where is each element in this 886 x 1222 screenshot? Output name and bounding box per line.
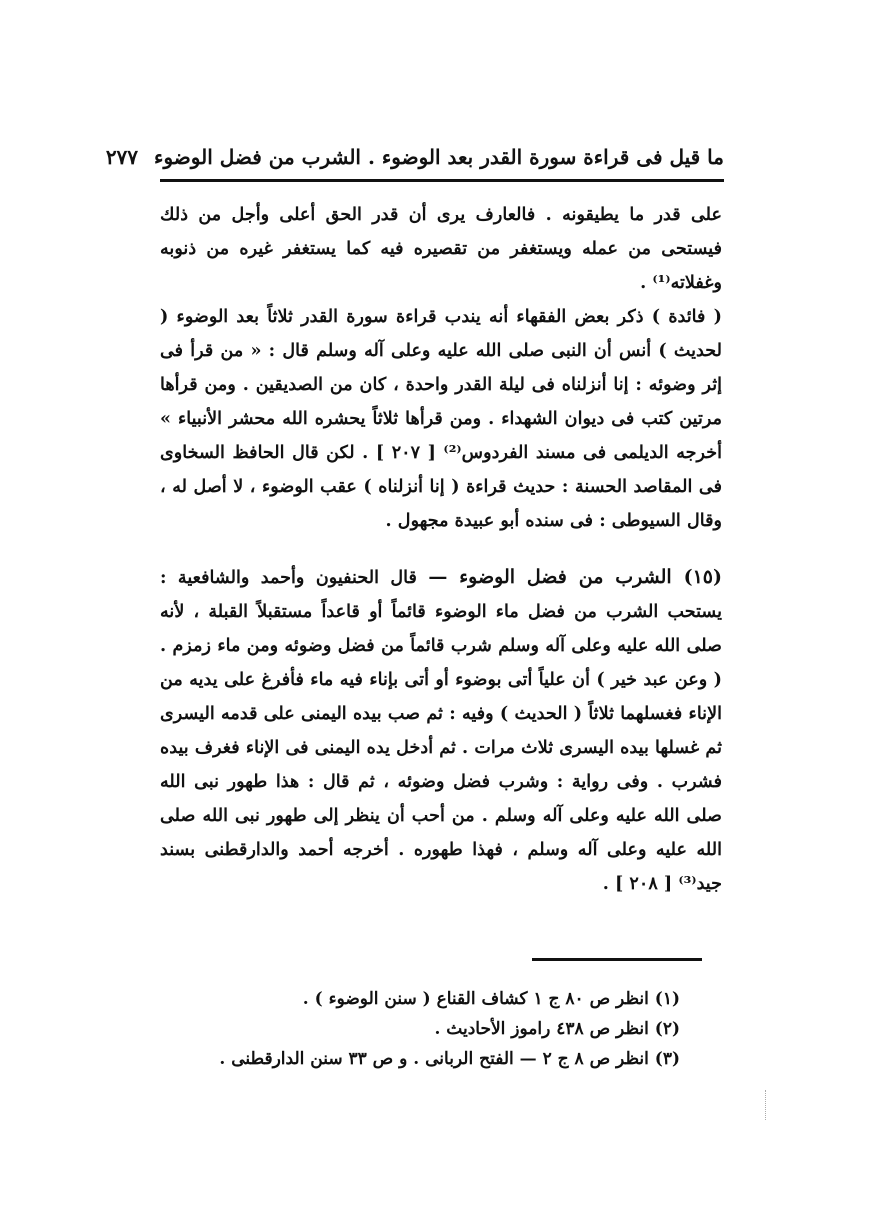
paragraph-3-text: قال الحنفيون وأحمد والشافعية : يستحب الشرب من فضل ماء الوضوء قائماً أو قاعداً مستقبلاً القبلة ، لأنه صلى الله عليه وعلى آله وسلم شرب قائماً من فضل وضوئه ومن ماء زمزم . ( وعن عبد خير ) أن علياً أتى بوضوء أو أتى بإناء فيه ماء فأفرغ على يديه من الإناء فغسلهما ثلاثاً ( الحديث ) وفيه : ثم صب بيده اليمنى على قدمه اليسرى ثم غسلها بيده اليسرى ثلاث مرات . ثم أدخل يده اليمنى فى الإناء فغرف بيده فشرب . وفى رواية : وشرب فضل وضوئه ، ثم قال : هذا طهور نبى الله صلى الله عليه وعلى آله وسلم . من أحب أن ينظر إلى طهور نبى الله صلى الله عليه وعلى آله وسلم ، فهذا طهوره . أخرجه أحمد والدارقطنى بسند جيد⁽³⁾ [ ٢٠٨ ] . [160,567,722,894]
footnote-rule [532,958,702,961]
footnote-2: (٢) انظر ص ٤٣٨ راموز الأحاديث . [434,1019,680,1039]
footnote-1: (١) انظر ص ٨٠ ج ١ كشاف القناع ( سنن الوضوء ) . [302,989,680,1009]
scan-mark [765,1090,768,1120]
paragraph-gap [160,538,722,560]
footnote-3: (٣) انظر ص ٨ ج ٢ — الفتح الربانى . و ص ٣٣ سنن الدارقطنى . [219,1049,680,1069]
paragraph-1: على قدر ما يطيقونه . فالعارف يرى أن قدر الحق أعلى وأجل من ذلك فيستحى من عمله ويستغفر من تقصيره فيه كما يستغفر غيره من ذنوبه وغفلاته⁽¹⁾ . [160,204,722,293]
section-heading: (١٥) الشرب من فضل الوضوء — [428,566,722,588]
header-title: ما قيل فى قراءة سورة القدر بعد الوضوء . الشرب من فضل الوضوء [154,145,724,169]
main-text [160,198,722,901]
paragraph-3 [160,560,722,901]
page-number: ٢٧٧ [105,145,139,169]
footnotes [219,984,680,1074]
header-rule [160,179,724,182]
running-header [105,140,724,174]
paragraph-2: ( فائدة ) ذكر بعض الفقهاء أنه يندب قراءة سورة القدر ثلاثاً بعد الوضوء ( لحديث ) أنس أن النبى صلى الله عليه وعلى آله وسلم قال : « من قرأ فى إثر وضوئه : إنا أنزلناه فى ليلة القدر واحدة ، كان من الصديقين . ومن قرأها مرتين كتب فى ديوان الشهداء . ومن قرأها ثلاثاً يحشره الله محشر الأنبياء » أخرجه الديلمى فى مسند الفردوس⁽²⁾ [ ٢٠٧ ] . لكن قال الحافظ السخاوى فى المقاصد الحسنة : حديث قراءة ( إنا أنزلناه ) عقب الوضوء ، لا أصل له ، وقال السيوطى : فى سنده أبو عبيدة مجهول . [160,306,722,531]
